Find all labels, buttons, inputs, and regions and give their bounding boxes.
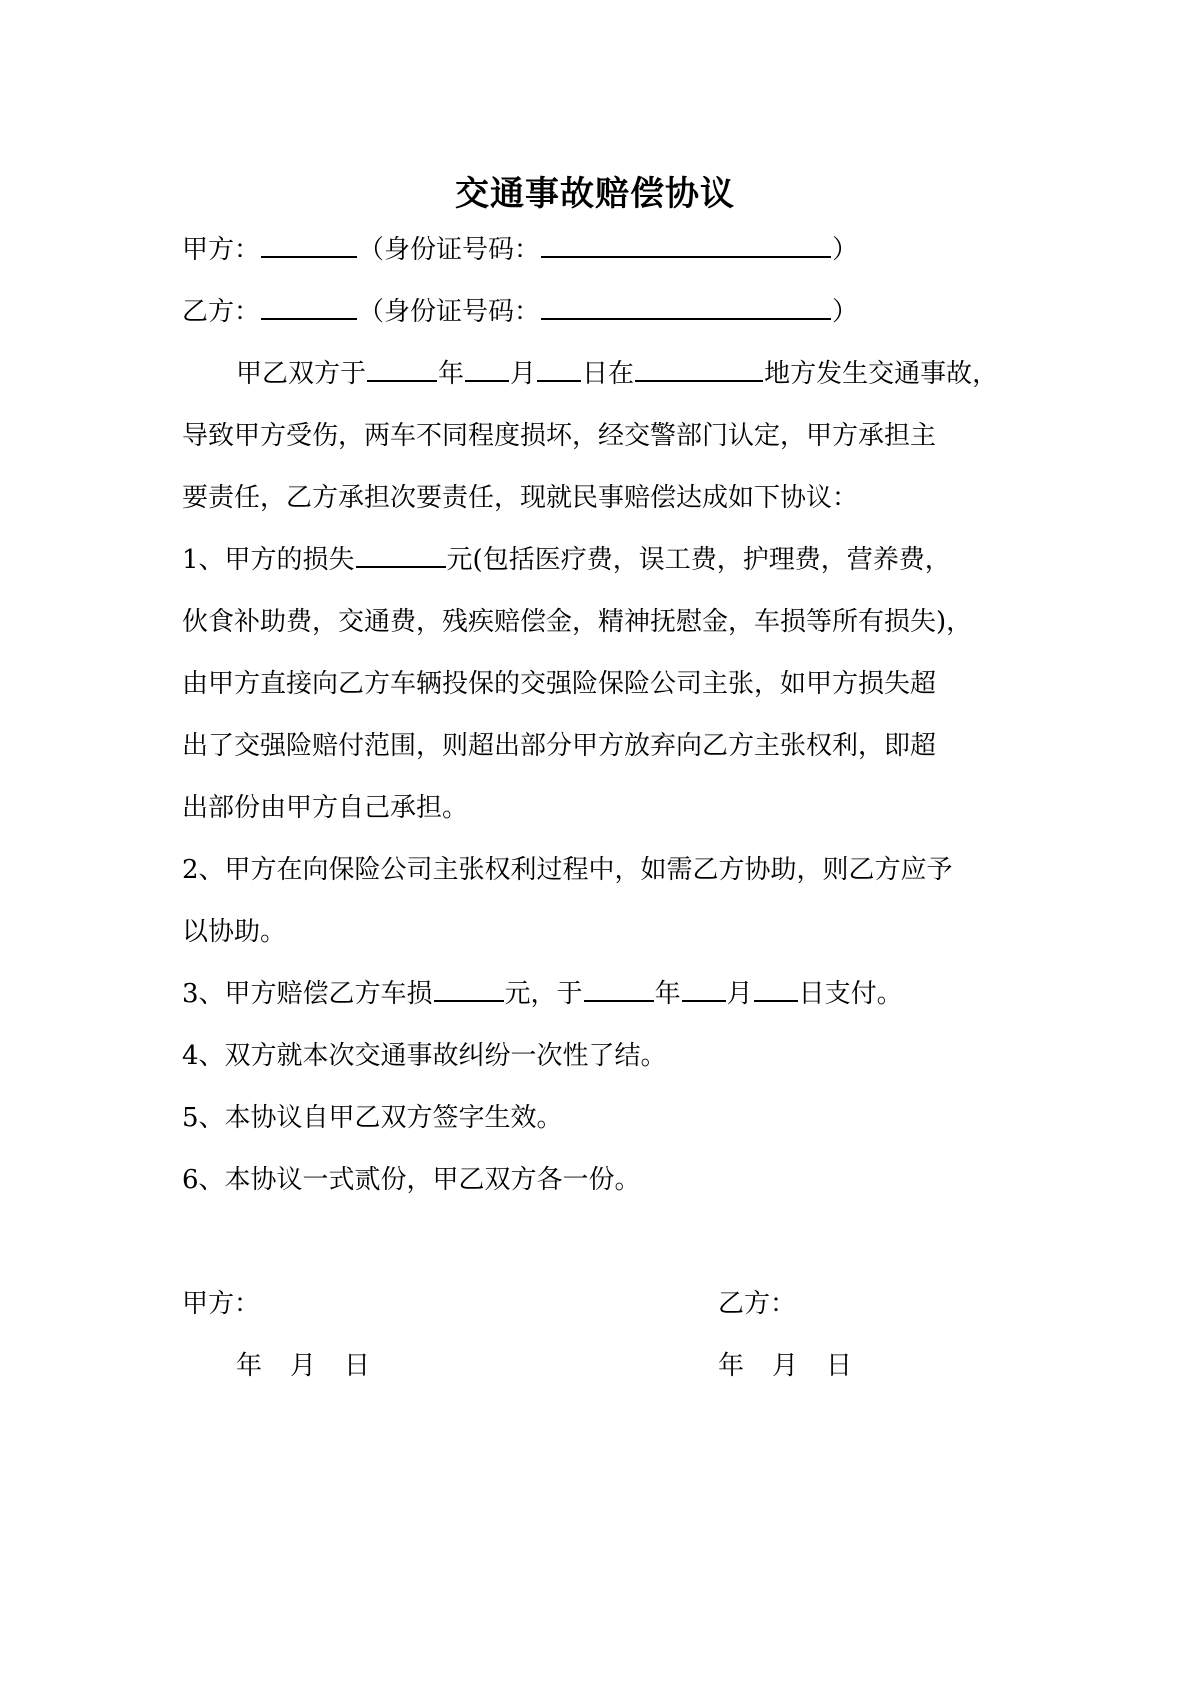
- signature-party-b-label: 乙方：: [718, 1289, 797, 1319]
- incident-day-blank: [537, 356, 581, 382]
- payment-year-blank: [584, 976, 654, 1002]
- month-label: 月: [726, 979, 753, 1009]
- intro-line-3: 要责任，乙方承担次要责任，现就民事赔偿达成如下协议：: [182, 483, 859, 513]
- document-title: 交通事故赔偿协议: [455, 174, 735, 214]
- signature-party-a-label: 甲方：: [182, 1289, 261, 1319]
- month-label: 月: [510, 359, 537, 389]
- clause-text: 3、甲方赔偿乙方车损: [182, 979, 433, 1009]
- day-label: 日在: [582, 359, 635, 389]
- month-label: 月: [772, 1351, 799, 1381]
- loss-amount-blank: [356, 542, 446, 568]
- year-label: 年: [438, 359, 465, 389]
- intro-text: 甲乙双方于: [236, 359, 367, 389]
- clause-5: 5、本协议自甲乙双方签字生效。: [182, 1103, 563, 1133]
- party-a-label: 甲方：: [182, 235, 261, 265]
- incident-year-blank: [367, 356, 437, 382]
- day-label: 日支付。: [798, 979, 903, 1009]
- month-label: 月: [290, 1351, 317, 1381]
- signature-party-b-date: [718, 1348, 852, 1384]
- day-label: 日: [344, 1351, 371, 1381]
- car-damage-amount-blank: [434, 976, 504, 1002]
- day-label: 日: [826, 1351, 853, 1381]
- party-a-line: [182, 232, 858, 268]
- year-label: 年: [718, 1351, 745, 1381]
- intro-line-2: 导致甲方受伤，两车不同程度损坏，经交警部门认定，甲方承担主: [182, 421, 937, 451]
- intro-line-1: [236, 356, 998, 392]
- party-b-label: 乙方：: [182, 297, 261, 327]
- clause-1-line-1: [182, 542, 951, 578]
- party-b-id-open: （身份证号码：: [358, 297, 541, 327]
- year-label: 年: [236, 1351, 263, 1381]
- clause-3-line: [182, 976, 903, 1012]
- clause-1-line-5: 出部份由甲方自己承担。: [182, 793, 469, 823]
- payment-month-blank: [682, 976, 726, 1002]
- clause-1-line-3: 由甲方直接向乙方车辆投保的交强险保险公司主张，如甲方损失超: [182, 669, 937, 699]
- party-b-line: [182, 294, 858, 330]
- clause-text: 1、甲方的损失: [182, 545, 355, 575]
- intro-text: 地方发生交通事故，: [764, 359, 999, 389]
- party-a-id-blank: [541, 232, 831, 258]
- clause-6: 6、本协议一式贰份，甲乙双方各一份。: [182, 1165, 641, 1195]
- year-label: 年: [654, 979, 681, 1009]
- party-b-name-blank: [261, 294, 357, 320]
- clause-4: 4、双方就本次交通事故纠纷一次性了结。: [182, 1041, 667, 1071]
- clause-text: 元，于: [504, 979, 583, 1009]
- party-a-name-blank: [261, 232, 357, 258]
- incident-place-blank: [635, 356, 763, 382]
- party-b-id-blank: [541, 294, 831, 320]
- clause-1-line-2: 伙食补助费，交通费，残疾赔偿金，精神抚慰金，车损等所有损失)，: [182, 607, 973, 637]
- clause-2-line-1: 2、甲方在向保险公司主张权利过程中，如需乙方协助，则乙方应予: [182, 855, 953, 885]
- party-b-id-close: ）: [832, 297, 859, 327]
- clause-text: 元(包括医疗费，误工费，护理费，营养费，: [446, 545, 951, 575]
- signature-party-a-date: [236, 1348, 370, 1384]
- payment-day-blank: [754, 976, 798, 1002]
- clause-2-line-2: 以协助。: [182, 917, 287, 947]
- party-a-id-close: ）: [832, 235, 859, 265]
- party-a-id-open: （身份证号码：: [358, 235, 541, 265]
- incident-month-blank: [465, 356, 509, 382]
- clause-1-line-4: 出了交强险赔付范围，则超出部分甲方放弃向乙方主张权利，即超: [182, 731, 937, 761]
